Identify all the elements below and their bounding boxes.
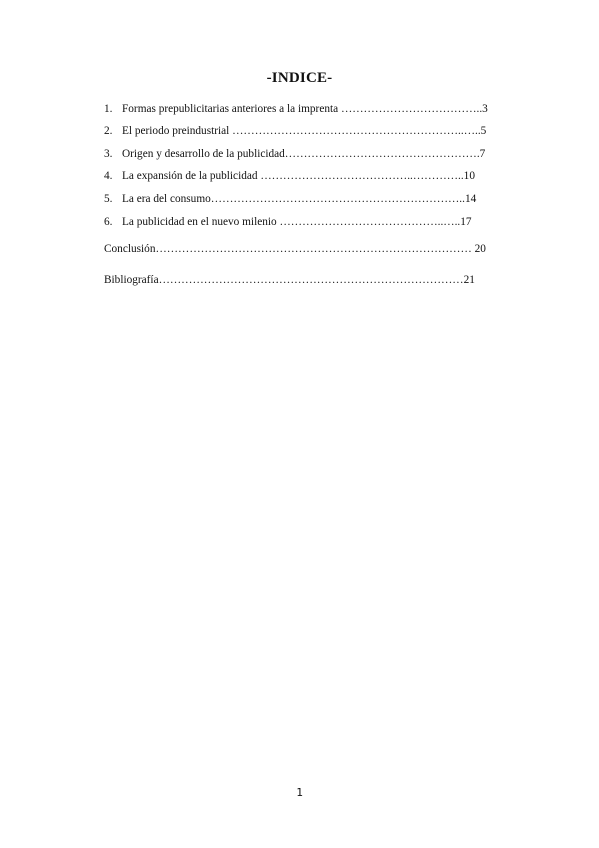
- toc-entry-text: Conclusión………………………………………………………………………… 20: [104, 243, 486, 255]
- toc-entry-1: [104, 102, 514, 117]
- toc-entry-text: La publicidad en el nuevo milenio ……………………………………..…..17: [122, 216, 472, 228]
- toc-entry-text: Origen y desarrollo de la publicidad…………………………………………….7: [122, 148, 486, 160]
- toc-entry-number: 1.: [104, 103, 113, 115]
- toc-entry-number: 6.: [104, 216, 113, 228]
- toc-entry-text: Formas prepublicitarias anteriores a la imprenta ………………………………..3: [122, 103, 488, 115]
- page-number: 1: [296, 786, 303, 799]
- toc-entry-text: La expansión de la publicidad …………………………………..…………..10: [122, 170, 475, 182]
- toc-entry-bibliography: [104, 273, 514, 288]
- toc-entry-number: 4.: [104, 170, 113, 182]
- toc-entry-number: 2.: [104, 125, 113, 137]
- toc-entry-text: Bibliografía………………………………………………………………………21: [104, 274, 475, 286]
- toc-entry-5: [104, 192, 514, 207]
- toc-entry-number: 5.: [104, 193, 113, 205]
- toc-entry-6: [104, 215, 514, 230]
- toc-entry-conclusion: [104, 242, 514, 257]
- toc-entry-3: [104, 147, 514, 162]
- page-title: -INDICE-: [266, 70, 333, 86]
- toc-entry-text: El periodo preindustrial ……………………………………………………..…..5: [122, 125, 487, 137]
- toc-entry-2: [104, 124, 514, 139]
- toc-entry-number: 3.: [104, 148, 113, 160]
- toc-entry-4: [104, 169, 514, 184]
- toc-entry-text: La era del consumo…………………………………………………………..14: [122, 193, 477, 205]
